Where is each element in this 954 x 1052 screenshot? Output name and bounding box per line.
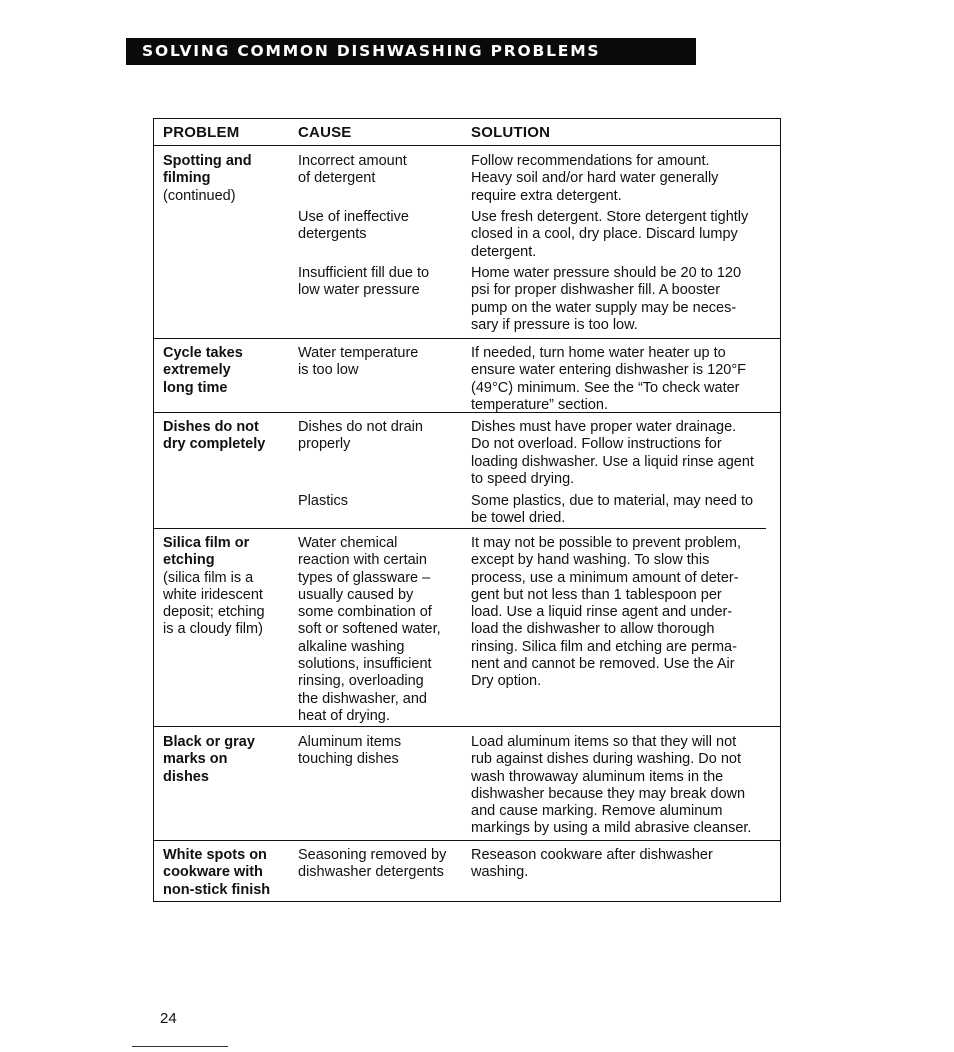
cause-text: Use of ineffective detergents <box>298 209 409 243</box>
solution-cell <box>471 345 773 414</box>
solution-cell <box>471 265 773 334</box>
solution-cell <box>471 493 773 528</box>
cause-text: Incorrect amount of detergent <box>298 153 407 187</box>
header-solution: SOLUTION <box>471 124 551 141</box>
solution-text: If needed, turn home water heater up to ensure water entering dishwasher is 120°F (49°C) minimum. See the “To check water temperature” section. <box>471 345 746 413</box>
table-row-cookware <box>154 841 780 902</box>
table-row-drying <box>154 413 780 528</box>
problem-cell <box>163 345 288 397</box>
cause-cell <box>298 153 468 188</box>
cause-cell <box>298 535 468 725</box>
problem-title: White spots on cookware with non-stick finish <box>163 847 271 898</box>
problem-cell <box>163 153 288 205</box>
table-row-cycle-time <box>154 339 780 413</box>
table-row-silica <box>154 529 780 727</box>
problem-note: (silica film is a white iridescent deposit; etching is a cloudy film) <box>163 569 265 638</box>
cause-cell <box>298 419 468 454</box>
solution-text: Load aluminum items so that they will not rub against dishes during washing. Do not wash throwaway aluminum items in the dishwasher because they may break down and cause marking. Remove aluminum markings by using a mild abrasive cleanser. <box>471 734 752 837</box>
cause-cell <box>298 265 468 300</box>
footer-rule <box>132 1046 228 1047</box>
solution-cell <box>471 535 773 691</box>
cause-cell <box>298 734 468 769</box>
table-header <box>154 119 780 146</box>
cause-text: Plastics <box>298 493 348 509</box>
solution-text: It may not be possible to prevent problem, except by hand washing. To slow this process, use a minimum amount of deter- gent but not less than 1 tablespoon per load. Use a liquid rinse agent and under- load the dishwasher to allow thorough rinsing. Silica film and etching are perma- nent and cannot be removed. Use the Air Dry option. <box>471 535 742 690</box>
solution-text: Reseason cookware after dishwasher washing. <box>471 847 713 881</box>
section-banner: SOLVING COMMON DISHWASHING PROBLEMS <box>126 38 696 65</box>
cause-text: Water chemical reaction with certain types of glassware – usually caused by some combination of soft or softened water, alkaline washing solutions, insufficient rinsing, overloading the dishwasher, and heat of drying. <box>298 535 441 724</box>
solution-text: Some plastics, due to material, may need to be towel dried. <box>471 493 754 527</box>
cause-text: Seasoning removed by dishwasher detergents <box>298 847 447 881</box>
solution-text: Use fresh detergent. Store detergent tightly closed in a cool, dry place. Discard lumpy detergent. <box>471 209 749 260</box>
solution-cell <box>471 209 773 261</box>
solution-text: Home water pressure should be 20 to 120 psi for proper dishwasher fill. A booster pump on the water supply may be neces- sary if pressure is too low. <box>471 265 742 333</box>
table-row-marks <box>154 727 780 841</box>
solution-text: Dishes must have proper water drainage. Do not overload. Follow instructions for loading dishwasher. Use a liquid rinse agent to speed drying. <box>471 419 754 487</box>
troubleshooting-table <box>153 118 781 902</box>
solution-text: Follow recommendations for amount. Heavy soil and/or hard water generally require extra detergent. <box>471 153 719 204</box>
cause-cell <box>298 345 468 380</box>
problem-cell <box>163 535 288 639</box>
cause-cell <box>298 493 468 510</box>
cause-cell <box>298 209 468 244</box>
cause-text: Dishes do not drain properly <box>298 419 423 453</box>
solution-cell <box>471 153 773 205</box>
problem-title: Dishes do not dry completely <box>163 419 266 453</box>
table-row-spotting <box>154 146 780 339</box>
cause-text: Water temperature is too low <box>298 345 419 379</box>
cause-cell <box>298 847 468 882</box>
problem-cell <box>163 734 288 786</box>
problem-title: Cycle takes extremely long time <box>163 345 243 396</box>
problem-note: (continued) <box>163 187 236 204</box>
solution-cell <box>471 847 773 882</box>
solution-cell <box>471 419 773 488</box>
header-cause: CAUSE <box>298 124 352 141</box>
problem-title: Spotting and filming <box>163 153 252 187</box>
problem-cell <box>163 847 288 899</box>
problem-title: Black or gray marks on dishes <box>163 734 255 785</box>
problem-cell <box>163 419 288 454</box>
header-problem: PROBLEM <box>163 124 240 141</box>
problem-title: Silica film or etching <box>163 535 250 569</box>
solution-cell <box>471 734 773 838</box>
cause-text: Aluminum items touching dishes <box>298 734 402 768</box>
cause-text: Insufficient fill due to low water pressure <box>298 265 430 299</box>
page-number: 24 <box>160 1010 177 1027</box>
